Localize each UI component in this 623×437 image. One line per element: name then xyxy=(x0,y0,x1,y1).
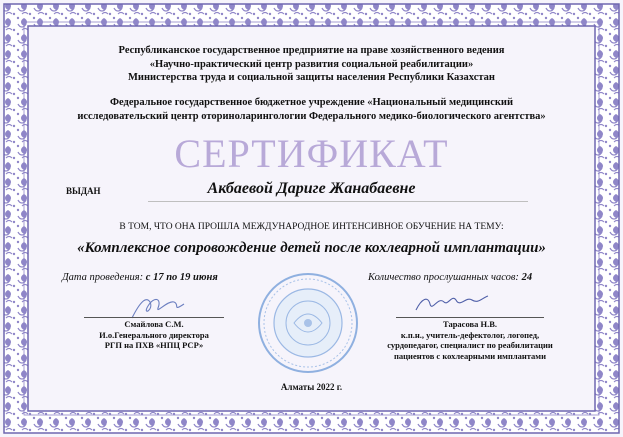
official-seal xyxy=(256,271,360,375)
course-title: «Комплексное сопровождение детей после кохлеарной имплантации» xyxy=(77,240,546,256)
hours-label: Количество прослушанных часов: xyxy=(368,272,519,283)
left-signature-line xyxy=(84,317,224,318)
left-signatory xyxy=(66,319,242,351)
issuer-line-1: Республиканское государственное предприятие на праве хозяйственного ведения xyxy=(118,45,505,56)
date-value: с 17 по 19 июня xyxy=(145,272,218,283)
right-signatory-role-3: пациентов с кохлеарными имплантами xyxy=(394,350,546,361)
hours-value: 24 xyxy=(521,272,533,283)
right-signature-line xyxy=(396,317,544,318)
left-signatory-name: Смайлова С.М. xyxy=(124,319,184,329)
training-dates xyxy=(62,272,218,283)
issued-label: ВЫДАН xyxy=(66,186,101,196)
right-signatory-name: Тарасова Н.В. xyxy=(443,319,497,329)
right-signatory-role-2: сурдопедагог, специалист по реабилитации xyxy=(387,340,553,350)
city-year: Алматы 2022 г. xyxy=(280,382,343,392)
recipient-name: Акбаевой Дариге Жанабаевне xyxy=(207,180,416,197)
left-signatory-role-2: РГП на ПХВ «НПЦ РСР» xyxy=(104,340,204,350)
certificate-title: СЕРТИФИКАТ xyxy=(174,131,449,176)
date-label: Дата проведения: xyxy=(62,272,144,283)
training-intro: В ТОМ, ЧТО ОНА ПРОШЛА МЕЖДУНАРОДНОЕ ИНТЕНСИВНОЕ ОБУЧЕНИЕ НА ТЕМУ: xyxy=(119,222,504,232)
issuer-line-3: Министерства труда и социальной защиты населения Республики Казахстан xyxy=(128,72,495,83)
right-signatory-role-1: к.п.н., учитель-дефектолог, логопед, xyxy=(400,329,540,340)
right-signatory xyxy=(350,319,590,361)
issuer-block xyxy=(28,44,595,85)
right-signature xyxy=(412,290,492,320)
recipient-underline xyxy=(148,201,528,202)
certificate-body xyxy=(28,26,595,411)
issuer-line-2: «Научно-практический центр развития социальной реабилитации» xyxy=(149,58,474,70)
partner-line-1: Федеральное государственное бюджетное учреждение «Национальный медицинский xyxy=(109,97,514,108)
left-signatory-role-1: И.о.Генерального директора xyxy=(99,329,209,340)
partner-line-2: исследовательский центр оториноларингологии Федерального медико-биологического агентства» xyxy=(77,110,546,122)
training-hours xyxy=(368,272,532,283)
partner-block xyxy=(28,96,595,123)
